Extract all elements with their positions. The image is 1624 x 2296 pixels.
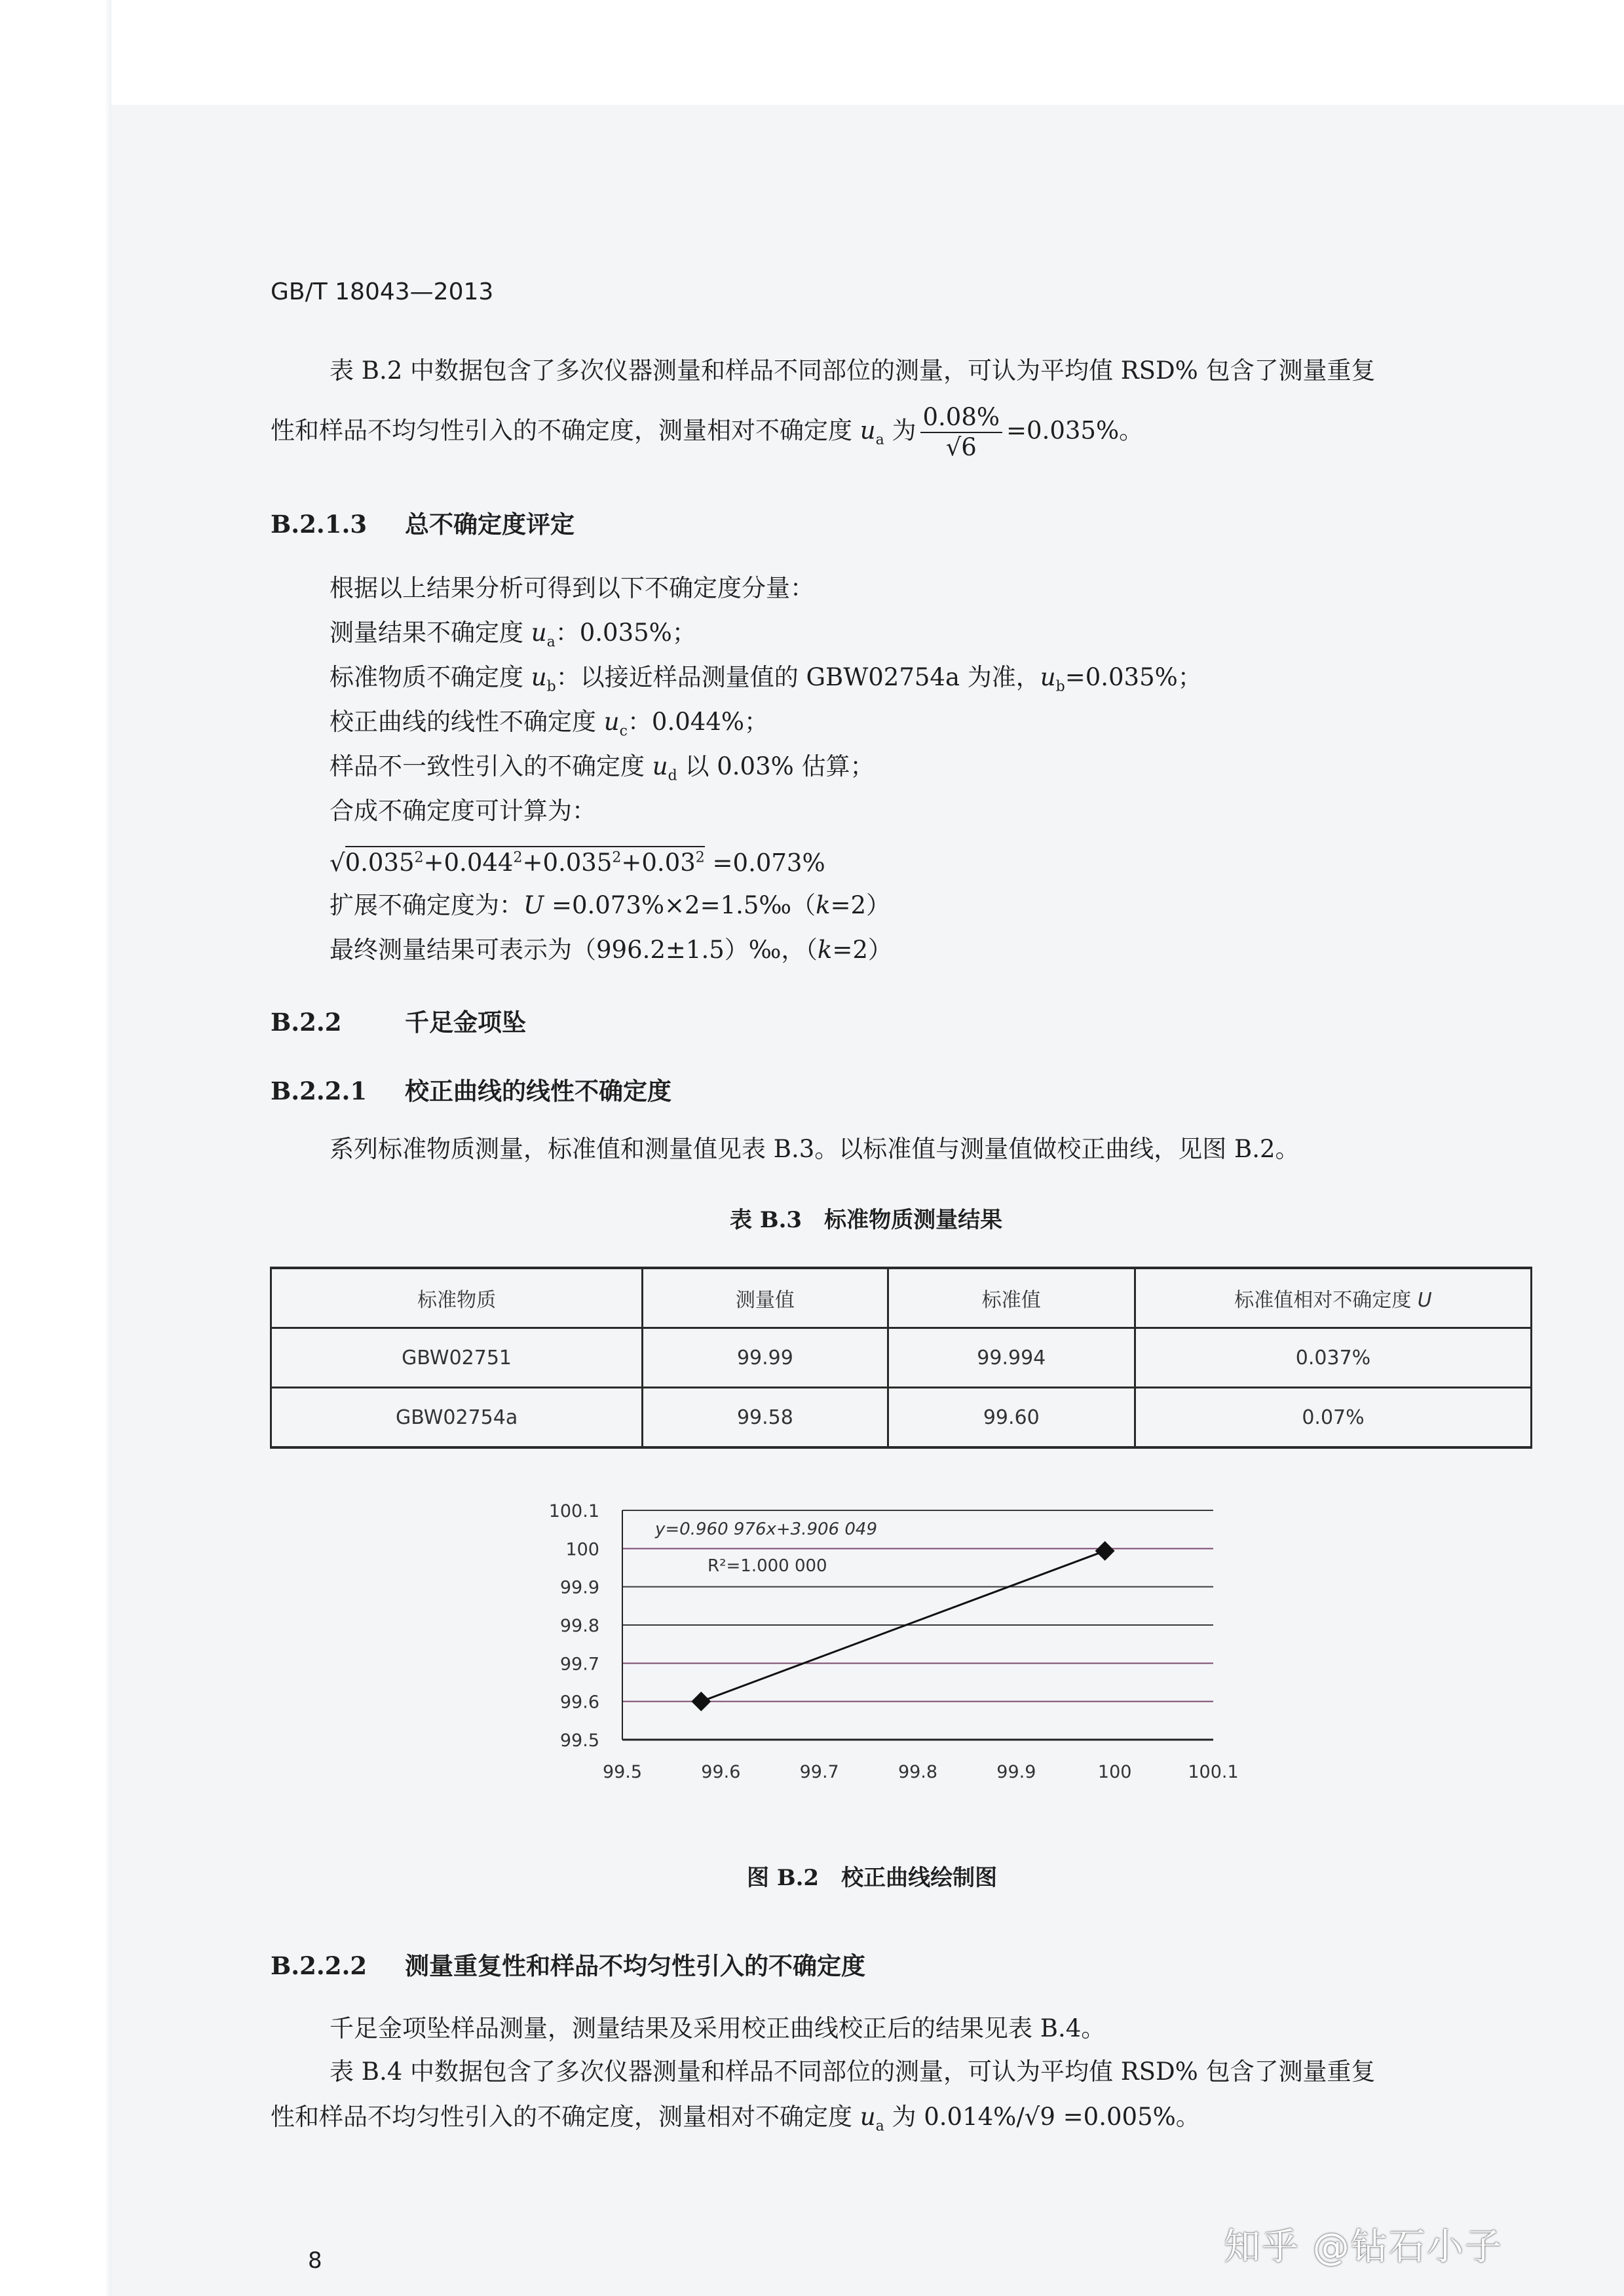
table-header-cell: 标准值相对不确定度 U	[1135, 1268, 1532, 1328]
y-tick-label: 100.1	[548, 1501, 599, 1521]
y-tick-label: 99.9	[559, 1577, 599, 1598]
table-cell: 0.037%	[1135, 1328, 1532, 1388]
combined-uncertainty-formula: $√0.035^2+0.044^2+0.035^2+0.03^2 =0.073\%$	[330, 841, 825, 880]
section-heading-b213: B.2.1.3 总不确定度评定	[271, 510, 575, 539]
table-cell: 99.60	[888, 1388, 1135, 1448]
table-cell: 0.07%	[1135, 1388, 1532, 1448]
regression-equation: y=0.960 976x+3.906 049	[655, 1520, 877, 1539]
paragraph-1-line-1: 表 B.2 中数据包含了多次仪器测量和样品不同部位的测量，可认为平均值 RSD% 包含了测量重复	[330, 356, 1376, 385]
table-cell: GBW02754a	[271, 1388, 643, 1448]
x-tick-label: 99.7	[799, 1762, 839, 1782]
x-tick-label: 99.8	[897, 1762, 938, 1782]
paragraph-2: 系列标准物质测量，标准值和测量值见表 B.3。以标准值与测量值做校正曲线，见图 B.2。	[330, 1135, 1300, 1163]
table-caption: 表 B.3 标准物质测量结果	[730, 1207, 1003, 1233]
uncertainty-uc: 校正曲线的线性不确定度 $u_c$：0.044%；	[330, 708, 769, 740]
r-squared-label: R²=1.000 000	[708, 1556, 827, 1576]
figure-caption: 图 B.2 校正曲线绘制图	[747, 1865, 998, 1891]
uncertainty-ub: 标准物质不确定度 $u_b$：以接近样品测量值的 GBW02754a 为准，$u_b=0.035\%$；	[330, 663, 1202, 695]
y-tick-label: 100	[565, 1539, 599, 1560]
x-tick-label: 99.9	[996, 1762, 1036, 1782]
section-heading-b22: B.2.2 千足金项坠	[271, 1008, 526, 1037]
table-cell: 99.994	[888, 1328, 1135, 1388]
table-cell: 99.58	[643, 1388, 888, 1448]
data-point	[691, 1692, 711, 1712]
y-tick-label: 99.7	[559, 1654, 599, 1675]
page-number: 8	[308, 2248, 322, 2274]
table-cell: 99.99	[643, 1328, 888, 1388]
x-tick-label: 100.1	[1188, 1762, 1239, 1782]
paragraph-1-line-2: 性和样品不均匀性引入的不确定度，测量相对不确定度 $u_a$ 为 $\frac{0.08\%}{√6}$ =0.035%。	[271, 403, 1144, 461]
section-heading-b221: B.2.2.1 校正曲线的线性不确定度	[271, 1077, 671, 1105]
x-tick-label: 100	[1097, 1762, 1132, 1782]
data-point	[1095, 1541, 1115, 1561]
uncertainty-ua: 测量结果不确定度 $u_a$：0.035%；	[330, 619, 696, 651]
y-tick-label: 99.8	[559, 1616, 599, 1636]
table-cell: GBW02751	[271, 1328, 643, 1388]
table-header-cell: 标准物质	[271, 1268, 643, 1328]
combined-uncertainty-intro: 合成不确定度可计算为：	[330, 797, 596, 825]
x-tick-label: 99.5	[602, 1762, 643, 1782]
expanded-uncertainty: 扩展不确定度为：U =0.073%×2=1.5‰（k=2）	[330, 891, 891, 919]
paragraph-3: 千足金项坠样品测量，测量结果及采用校正曲线校正后的结果见表 B.4。	[330, 2014, 1106, 2042]
table-header-cell: 标准值	[888, 1268, 1135, 1328]
uncertainty-ud: 样品不一致性引入的不确定度 $u_d$ 以 0.03% 估算；	[330, 752, 875, 784]
paragraph-4-line-2: 性和样品不均匀性引入的不确定度，测量相对不确定度 $u_a$ 为 0.014%/√9 =0.005%。	[271, 2103, 1200, 2135]
watermark: 知乎 @钻石小子	[1224, 2226, 1503, 2268]
section-heading-b222: B.2.2.2 测量重复性和样品不均匀性引入的不确定度	[271, 1951, 865, 1980]
document-header: GB/T 18043—2013	[271, 278, 494, 305]
uncertainty-intro: 根据以上结果分析可得到以下不确定度分量：	[330, 574, 814, 602]
fraction: $\frac{0.08\%}{√6}$	[920, 403, 1003, 462]
final-result: 最终测量结果可表示为（996.2±1.5）‰，（k=2）	[330, 936, 892, 964]
table-header-cell: 测量值	[643, 1268, 888, 1328]
x-tick-label: 99.6	[701, 1762, 741, 1782]
square-root-operand: $0.035^2+0.044^2+0.035^2+0.03^2$	[345, 846, 705, 877]
paragraph-4-line-1: 表 B.4 中数据包含了多次仪器测量和样品不同部位的测量，可认为平均值 RSD% 包含了测量重复	[330, 2057, 1376, 2086]
y-tick-label: 99.5	[559, 1731, 599, 1751]
y-tick-label: 99.6	[559, 1692, 599, 1713]
